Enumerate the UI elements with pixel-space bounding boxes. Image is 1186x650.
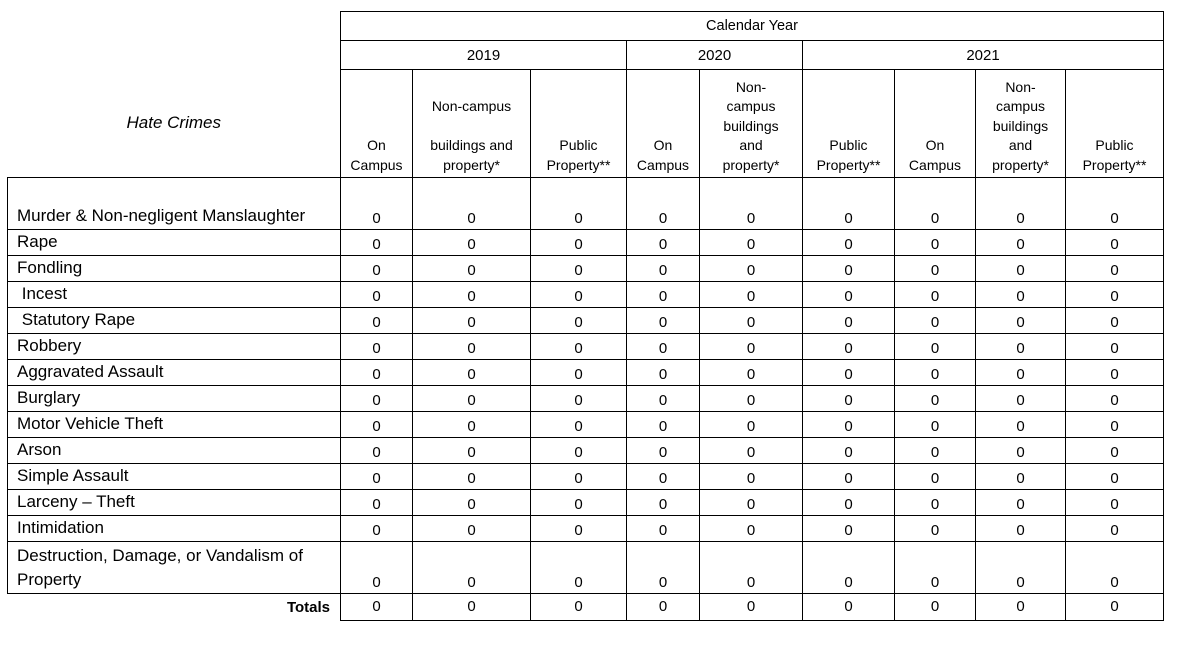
cell-value: 0 [1066,542,1164,594]
cell-value: 0 [341,542,413,594]
cell-value: 0 [627,464,700,490]
total-value: 0 [531,594,627,621]
table-title: Hate Crimes [8,70,341,178]
cell-value: 0 [895,334,976,360]
row-label: Statutory Rape [8,308,341,334]
total-value: 0 [1066,594,1164,621]
cell-value: 0 [341,360,413,386]
cell-value: 0 [341,412,413,438]
subheader-line: buildings [992,117,1049,134]
cell-value: 0 [1066,464,1164,490]
cell-value: 0 [700,360,803,386]
cell-value: 0 [413,542,531,594]
cell-value: 0 [627,386,700,412]
cell-value: 0 [976,178,1066,230]
subheader-line: Non- [1005,78,1036,95]
table-row [8,438,1164,464]
total-value: 0 [803,594,895,621]
cell-value: 0 [700,386,803,412]
cell-value: 0 [895,386,976,412]
cell-value: 0 [895,282,976,308]
cell-value: 0 [627,360,700,386]
cell-value: 0 [531,490,627,516]
cell-value: 0 [895,490,976,516]
cell-value: 0 [700,308,803,334]
cell-value: 0 [341,438,413,464]
cell-value: 0 [413,490,531,516]
cell-value: 0 [976,230,1066,256]
column-subheader [627,70,700,178]
cell-value: 0 [976,308,1066,334]
total-value: 0 [341,594,413,621]
cell-value: 0 [1066,230,1164,256]
cell-value: 0 [341,178,413,230]
corner-blank [8,41,341,70]
cell-value: 0 [700,334,803,360]
cell-value: 0 [1066,386,1164,412]
total-value: 0 [413,594,531,621]
cell-value: 0 [976,256,1066,282]
row-label: Burglary [8,386,341,412]
cell-value: 0 [413,360,531,386]
cell-value: 0 [1066,256,1164,282]
cell-value: 0 [413,282,531,308]
table-row [8,490,1164,516]
subheader-line: campus [726,98,776,114]
cell-value: 0 [413,308,531,334]
table-row [8,516,1164,542]
column-subheader [413,70,531,178]
cell-value: 0 [341,308,413,334]
cell-value: 0 [531,386,627,412]
cell-value: 0 [700,490,803,516]
year-header-2019: 2019 [341,41,627,70]
cell-value: 0 [531,412,627,438]
cell-value: 0 [803,516,895,542]
subheader-line: Non- [735,78,767,95]
table-row [8,230,1164,256]
cell-value: 0 [627,438,700,464]
subheader-line: Campus [350,156,403,173]
cell-value: 0 [700,412,803,438]
cell-value: 0 [413,516,531,542]
cell-value: 0 [976,334,1066,360]
cell-value: 0 [803,386,895,412]
row-label: Rape [8,230,341,256]
cell-value: 0 [341,282,413,308]
row-label: Aggravated Assault [8,360,341,386]
row-label: Motor Vehicle Theft [8,412,341,438]
total-value: 0 [976,594,1066,621]
subheader-line: campus [995,98,1046,114]
cell-value: 0 [531,282,627,308]
row-label: Destruction, Damage, or Vandalism of Property [8,542,341,594]
subheader-line: On [653,137,673,153]
subheader-line: buildings and [430,137,513,153]
cell-value: 0 [531,360,627,386]
cell-value: 0 [895,412,976,438]
cell-value: 0 [700,256,803,282]
cell-value: 0 [531,256,627,282]
total-value: 0 [895,594,976,621]
cell-value: 0 [700,516,803,542]
table-row [8,542,1164,594]
cell-value: 0 [1066,360,1164,386]
column-subheader [341,70,413,178]
column-subheader [895,70,976,178]
row-label: Robbery [8,334,341,360]
cell-value: 0 [341,464,413,490]
column-subheader [803,70,895,178]
hate-crimes-table [7,11,1164,621]
cell-value: 0 [700,178,803,230]
cell-value: 0 [531,178,627,230]
column-subheader [976,70,1066,178]
cell-value: 0 [341,490,413,516]
cell-value: 0 [627,542,700,594]
cell-value: 0 [803,282,895,308]
subheader-line: buildings [723,117,779,134]
cell-value: 0 [895,542,976,594]
row-label: Larceny – Theft [8,490,341,516]
cell-value: 0 [1066,178,1164,230]
cell-value: 0 [627,256,700,282]
cell-value: 0 [531,516,627,542]
totals-row [8,594,1164,621]
cell-value: 0 [976,490,1066,516]
cell-value: 0 [895,178,976,230]
cell-value: 0 [341,230,413,256]
year-header-2021: 2021 [803,41,1164,70]
cell-value: 0 [803,490,895,516]
table-row [8,334,1164,360]
table-row [8,308,1164,334]
column-subheader [700,70,803,178]
row-label: Fondling [8,256,341,282]
cell-value: 0 [413,178,531,230]
cell-value: 0 [627,308,700,334]
table-row [8,386,1164,412]
table-row [8,360,1164,386]
cell-value: 0 [341,386,413,412]
corner-blank [8,12,341,41]
cell-value: 0 [1066,438,1164,464]
cell-value: 0 [700,282,803,308]
subheader-line: Property** [1082,156,1147,173]
cell-value: 0 [803,412,895,438]
cell-value: 0 [1066,334,1164,360]
cell-value: 0 [895,438,976,464]
cell-value: 0 [413,256,531,282]
row-label: Incest [8,282,341,308]
cell-value: 0 [531,308,627,334]
subheader-line: property* [443,156,500,173]
calendar-year-header: Calendar Year [341,12,1164,41]
cell-value: 0 [700,464,803,490]
cell-value: 0 [341,516,413,542]
cell-value: 0 [700,438,803,464]
cell-value: 0 [413,334,531,360]
cell-value: 0 [976,464,1066,490]
subheader-line: and [739,137,763,153]
row-label: Arson [8,438,341,464]
cell-value: 0 [531,438,627,464]
cell-value: 0 [895,516,976,542]
cell-value: 0 [341,256,413,282]
cell-value: 0 [627,490,700,516]
cell-value: 0 [976,516,1066,542]
cell-value: 0 [803,360,895,386]
subheader-line: On [367,137,386,153]
subheader-line: Non-campus [431,98,512,114]
column-subheader [531,70,627,178]
cell-value: 0 [803,308,895,334]
cell-value: 0 [976,412,1066,438]
subheader-line: Campus [636,156,690,173]
total-value: 0 [627,594,700,621]
cell-value: 0 [976,438,1066,464]
table-row [8,412,1164,438]
cell-value: 0 [803,178,895,230]
row-label: Simple Assault [8,464,341,490]
cell-value: 0 [976,360,1066,386]
subheader-line [413,117,530,137]
cell-value: 0 [700,230,803,256]
cell-value: 0 [627,230,700,256]
subheader-line: Property** [546,156,611,173]
cell-value: 0 [627,334,700,360]
cell-value: 0 [341,334,413,360]
cell-value: 0 [531,464,627,490]
cell-value: 0 [700,542,803,594]
subheader-line: property* [992,156,1049,173]
table-row [8,178,1164,230]
total-value: 0 [700,594,803,621]
cell-value: 0 [803,334,895,360]
cell-value: 0 [1066,490,1164,516]
cell-value: 0 [627,412,700,438]
cell-value: 0 [627,516,700,542]
cell-value: 0 [803,464,895,490]
table-row [8,256,1164,282]
cell-value: 0 [1066,308,1164,334]
subheader-line: property* [722,156,780,173]
cell-value: 0 [895,464,976,490]
cell-value: 0 [413,438,531,464]
cell-value: 0 [531,334,627,360]
subheader-line: Public [1095,137,1134,153]
table-row [8,282,1164,308]
subheader-line: Property** [816,156,881,173]
cell-value: 0 [895,256,976,282]
subheader-line: and [1008,137,1033,153]
cell-value: 0 [895,230,976,256]
cell-value: 0 [803,256,895,282]
totals-label: Totals [8,594,341,621]
cell-value: 0 [627,282,700,308]
row-label: Intimidation [8,516,341,542]
cell-value: 0 [1066,412,1164,438]
cell-value: 0 [1066,282,1164,308]
cell-value: 0 [1066,516,1164,542]
table-row [8,464,1164,490]
subheader-line: Public [829,137,868,153]
cell-value: 0 [627,178,700,230]
cell-value: 0 [531,542,627,594]
cell-value: 0 [976,542,1066,594]
cell-value: 0 [531,230,627,256]
cell-value: 0 [803,230,895,256]
subheader-line: Campus [908,156,962,173]
column-subheader [1066,70,1164,178]
subheader-line: On [925,137,945,153]
year-header-2020: 2020 [627,41,803,70]
cell-value: 0 [413,386,531,412]
cell-value: 0 [413,412,531,438]
cell-value: 0 [895,360,976,386]
cell-value: 0 [803,438,895,464]
cell-value: 0 [413,464,531,490]
cell-value: 0 [976,282,1066,308]
cell-value: 0 [976,386,1066,412]
cell-value: 0 [803,542,895,594]
subheader-line: Public [559,137,598,153]
row-label: Murder & Non-negligent Manslaughter [8,178,341,230]
cell-value: 0 [895,308,976,334]
cell-value: 0 [413,230,531,256]
